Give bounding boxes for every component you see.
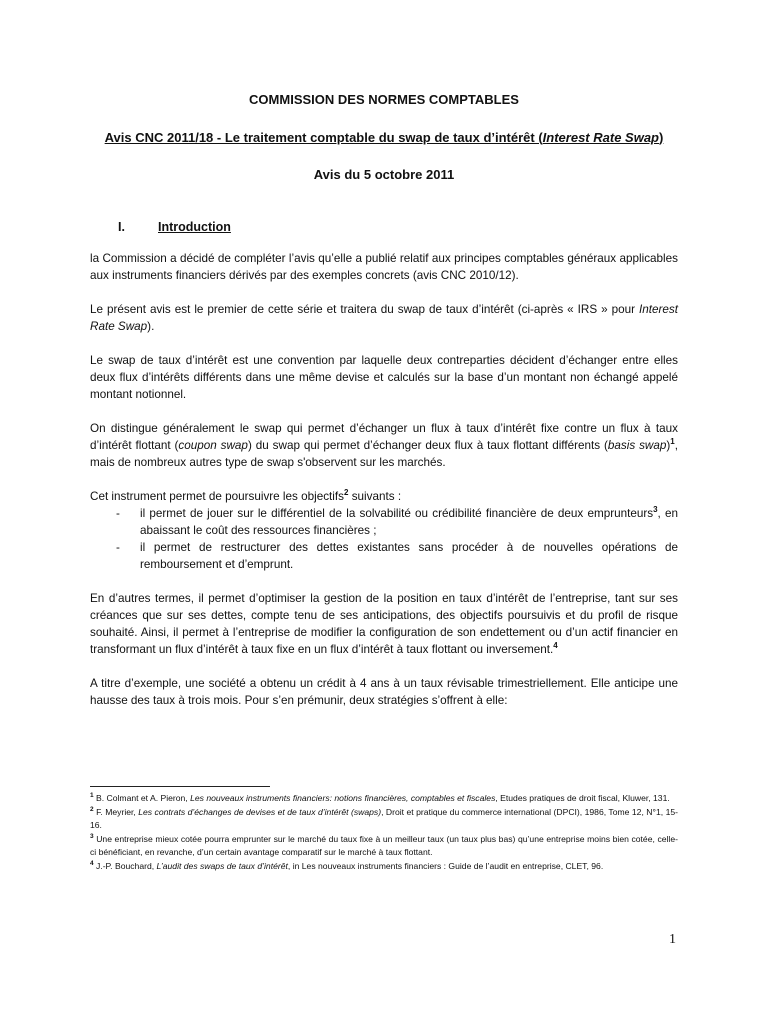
paragraph-4-paren: )	[666, 439, 671, 452]
list-item-1-text: il permet de jouer sur le différentiel de la solvabilité ou crédibilité financière de deux emprunteurs	[140, 507, 654, 520]
paragraph-6-text: En d’autres termes, il permet d’optimiser la gestion de la position en taux d’intérêt de l’entreprise, tant sur ses créances que sur ses dettes, compte tenu de ses anticipations, des objectifs poursuivis et du profil de risque souhaité. Ainsi, il permet à l’entreprise de modifier la configuration de son endettement ou d’un actif financier en transformant un flux d’intérêt à taux fixe en un flux d’intérêt à taux flottant ou inversement.	[90, 592, 678, 656]
footnote-italic: Les nouveaux instruments financiers: notions financières, comptables et fiscales	[190, 793, 496, 803]
paragraph-2-end: ).	[147, 320, 155, 333]
list-item-1-end: , en abaissant le coût des ressources financières ;	[140, 507, 678, 537]
list-item	[90, 505, 678, 539]
paragraph-4	[90, 420, 678, 471]
footnote-italic: L’audit des swaps de taux d’intérêt	[156, 860, 288, 871]
paragraph-5-end: suivants :	[348, 490, 402, 503]
footnote-ref-3[interactable]: 3	[653, 505, 658, 515]
footnote-number: 1	[90, 792, 94, 800]
footnote-number: 3	[90, 832, 94, 840]
paragraph-7: A titre d’exemple, une société a obtenu un crédit à 4 ans à un taux révisable trimestriellement. Elle anticipe une hausse des taux à trois mois. Pour s’en prémunir, deux stratégies s’offrent à elle:	[90, 677, 678, 707]
dash-bullet: -	[116, 541, 120, 554]
footnote-ref-1[interactable]: 1	[670, 437, 675, 447]
document-body	[90, 92, 678, 726]
footnote-text-end: , Droit et pratique du commerce international (DPCI), 1986, Tome 12, N°1, 15-16.	[90, 806, 678, 830]
paragraph-5	[90, 488, 678, 505]
opinion-title	[90, 128, 678, 148]
section-number: I.	[118, 220, 125, 234]
paragraph-4-middle: ) du swap qui permet d’échanger deux flux à taux flottant différents (	[247, 439, 608, 452]
footnote-4	[90, 860, 678, 874]
footnotes	[90, 792, 678, 873]
paragraph-2-text: Le présent avis est le premier de cette série et traitera du swap de taux d’intérêt (ci-après « IRS » pour	[90, 303, 640, 316]
list-item-text	[140, 505, 678, 539]
objectives-list	[90, 505, 678, 573]
footnote-text: F. Meyrier,	[93, 806, 139, 817]
footnote-number: 4	[90, 859, 94, 867]
footnote-2	[90, 806, 678, 833]
footnote-separator	[90, 786, 270, 787]
paragraph-1: la Commission a décidé de compléter l’avis qu’elle a publié relatif aux principes comptables généraux applicables aux instruments financiers dérivés par des exemples concrets (avis CNC 2010/12).	[90, 252, 678, 282]
paragraph-6	[90, 590, 678, 658]
footnote-1	[90, 792, 678, 806]
paragraph-3: Le swap de taux d’intérêt est une convention par laquelle deux contreparties décident d’échanger entre elles deux flux d’intérêts différents dans une même devise et calculés sur la base d’un montant non échangé appelé montant notionnel.	[90, 354, 678, 401]
basis-swap-term: basis swap	[607, 439, 667, 452]
opinion-title-suffix: )	[659, 130, 664, 145]
footnote-text-end: , in Les nouveaux instruments financiers : Guide de l’audit en entreprise, CLET, 96.	[287, 860, 604, 871]
paragraph-2	[90, 301, 678, 335]
organization-title: COMMISSION DES NORMES COMPTABLES	[249, 92, 519, 107]
footnote-text: J.-P. Bouchard,	[93, 860, 157, 871]
footnote-text-end: , Etudes pratiques de droit fiscal, Kluwer, 131.	[495, 793, 670, 803]
footnote-text: Une entreprise mieux cotée pourra emprunter sur le marché du taux fixe à un meilleur taux (un taux plus bas) qu’une entreprise moins bien cotée, celle-ci bénéficiant, en revanche, d’un certain avantage comparatif sur le marché à taux flottant.	[90, 833, 678, 857]
opinion-title-italic: Interest Rate Swap	[542, 130, 659, 145]
dash-bullet: -	[116, 507, 120, 520]
section-heading	[90, 220, 678, 234]
list-item-text	[140, 539, 678, 573]
opinion-title-text: Avis CNC 2011/18 - Le traitement comptable du swap de taux d’intérêt (	[104, 130, 543, 145]
footnote-ref-2[interactable]: 2	[344, 488, 349, 498]
footnote-italic: Les contrats d’échanges de devises et de taux d’intérêt (swaps)	[138, 806, 382, 817]
page-number: 1	[669, 932, 676, 947]
list-item	[90, 539, 678, 573]
paragraph-4-text: On distingue généralement le swap qui permet d’échanger un flux à taux d’intérêt fixe contre un flux à taux d’intérêt flottant (	[90, 422, 678, 452]
footnote-number: 2	[90, 805, 94, 813]
paragraph-4-end: , mais de nombreux autres type de swap s'observent sur les marchés.	[90, 439, 678, 469]
footnote-3	[90, 833, 678, 860]
paragraph-5-text: Cet instrument permet de poursuivre les objectifs	[90, 490, 344, 503]
footnote-text: B. Colmant et A. Pieron,	[93, 793, 191, 803]
coupon-swap-term: coupon swap	[178, 439, 248, 452]
paragraph-2-italic: Interest Rate Swap	[90, 303, 678, 333]
footnote-ref-4[interactable]: 4	[553, 641, 558, 651]
list-item-2-text: il permet de restructurer des dettes existantes sans procéder à de nouvelles opérations de remboursement et d’emprunt.	[140, 541, 678, 571]
opinion-date: Avis du 5 octobre 2011	[313, 167, 455, 182]
section-title: Introduction	[158, 220, 231, 234]
